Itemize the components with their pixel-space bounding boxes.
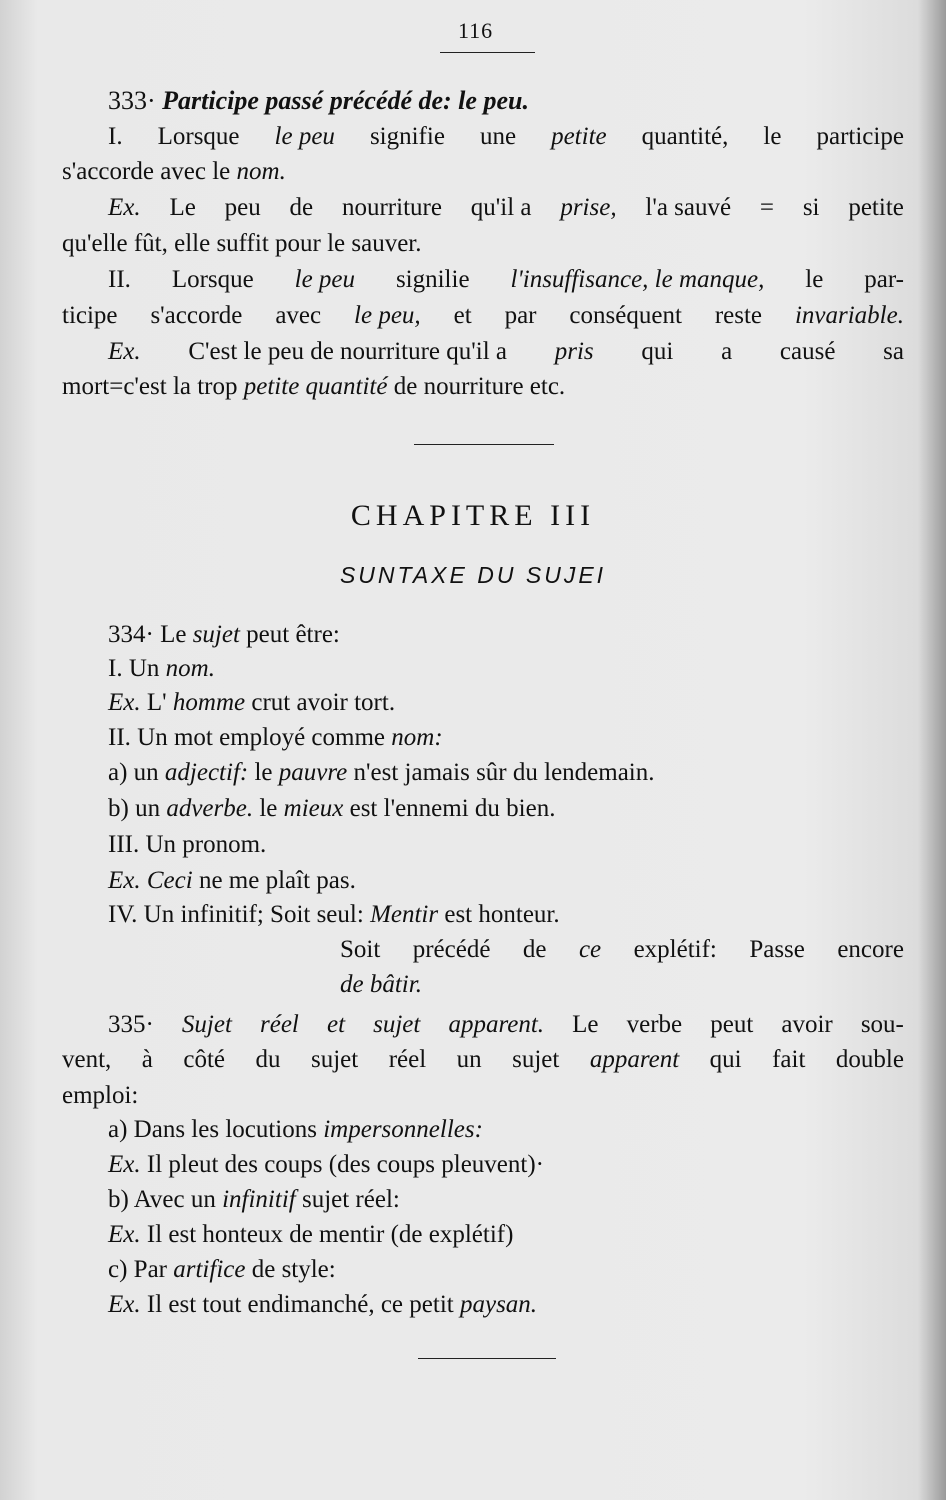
text-line: c) Par artifice de style: — [108, 1256, 336, 1283]
text-line: Soit précédé de ce explétif: Passe encore — [340, 936, 904, 963]
example-label: Ex. — [108, 338, 141, 365]
text-line: II. Lorsque le peu signilie l'insuffisance, le manque, le par- — [108, 266, 904, 293]
chapter-title: CHAPITRE III — [350, 499, 596, 532]
text-line: de bâtir. — [340, 971, 422, 998]
text-line: Ex. Ceci ne me plaît pas. — [108, 867, 356, 894]
text-line: vent, à côté du sujet réel un sujet apparent qui fait double — [62, 1046, 904, 1073]
example-label: Ex. — [108, 689, 141, 716]
text-line: Ex. Le peu de nourriture qu'il a prise, l'a sauvé = si petite — [108, 194, 904, 221]
example-label: Ex. — [108, 1151, 141, 1178]
section-divider — [414, 444, 554, 445]
text-line: b) un adverbe. le mieux est l'ennemi du bien. — [108, 795, 556, 822]
text-line: mort=c'est la trop petite quantité de nourriture etc. — [62, 373, 566, 400]
section-number: 335· — [108, 1011, 154, 1038]
text-line: a) Dans les locutions impersonnelles: — [108, 1116, 483, 1143]
text-line: a) un adjectif: le pauvre n'est jamais sûr du lendemain. — [108, 759, 655, 786]
text-line: qu'elle fût, elle suffit pour le sauver. — [62, 230, 422, 257]
example-label: Ex. — [108, 194, 141, 221]
section-number: 333· — [108, 86, 156, 115]
text-line: I. Un nom. — [108, 655, 215, 682]
text-line: Ex. L' homme crut avoir tort. — [108, 689, 396, 716]
text-line: I. Lorsque le peu signifie une petite quantité, le participe — [108, 123, 904, 150]
section-335-heading: 335· Sujet réel et sujet apparent. Le verbe peut avoir sou- — [108, 1011, 904, 1038]
example-label: Ex. — [108, 1221, 141, 1248]
text-line: Ex. Il pleut des coups (des coups pleuvent)· — [108, 1151, 544, 1178]
text-line: b) Avec un infinitif sujet réel: — [108, 1186, 400, 1213]
text-line: Ex. C'est le peu de nourriture qu'il a pris qui a causé sa — [108, 338, 904, 365]
section-334-heading: 334· Le sujet peut être: — [108, 621, 340, 648]
text-line: III. Un pronom. — [108, 831, 267, 858]
text-line: ticipe s'accorde avec le peu, et par conséquent reste invariable. — [62, 302, 904, 329]
example-label: Ex. — [108, 1291, 141, 1318]
text-line: Ex. Il est tout endimanché, ce petit paysan. — [108, 1291, 538, 1318]
section-number: 334· — [108, 621, 154, 648]
text-line: emploi: — [62, 1082, 139, 1109]
text-line: IV. Un infinitif; Soit seul: Mentir est honteur. — [108, 901, 560, 928]
example-label: Ex. — [108, 867, 141, 894]
chapter-subtitle: SUNTAXE DU SUJEI — [339, 562, 607, 588]
text-line: II. Un mot employé comme nom: — [108, 724, 443, 751]
page-number: 116 — [458, 18, 494, 43]
text-line: s'accorde avec le nom. — [62, 158, 286, 185]
section-divider — [418, 1358, 556, 1359]
section-333-heading — [108, 86, 529, 116]
text-line: Ex. Il est honteux de mentir (de explétif) — [108, 1221, 514, 1248]
header-rule — [440, 52, 535, 53]
section-title: Participe passé précédé de: le peu. — [162, 86, 529, 115]
